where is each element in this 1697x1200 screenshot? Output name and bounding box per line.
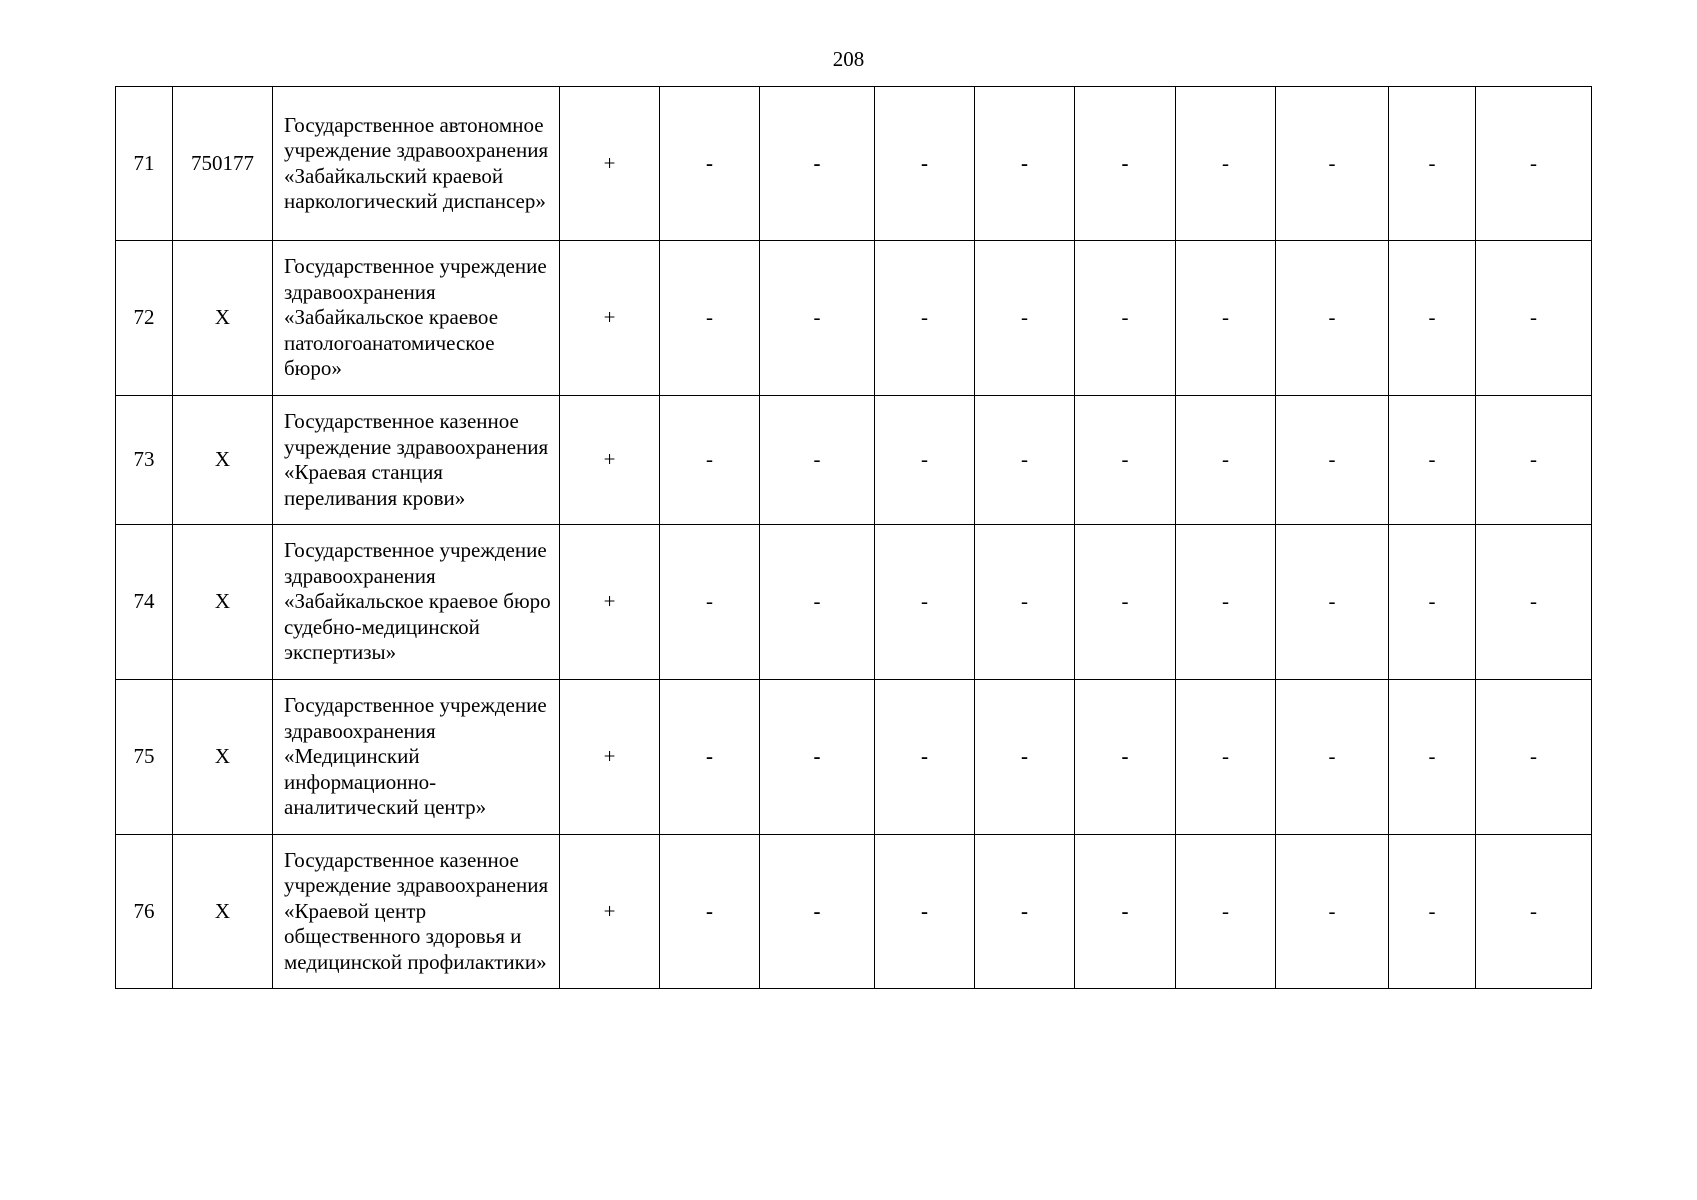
table-row [116, 87, 1592, 241]
table-cell: - [660, 835, 760, 989]
table-cell: - [1276, 680, 1389, 835]
table-cell: + [560, 396, 660, 525]
table-cell: - [760, 680, 875, 835]
table-row [116, 241, 1592, 396]
table-row [116, 396, 1592, 525]
table-cell: - [1276, 241, 1389, 396]
table-cell: - [975, 835, 1075, 989]
table-cell: - [1176, 835, 1276, 989]
institution-name: Государственное автономное учреждение здравоохранения «Забайкальский краевой наркологический диспансер» [273, 87, 560, 241]
table-cell: - [875, 835, 975, 989]
row-number: 73 [116, 396, 173, 525]
table-cell: - [660, 87, 760, 241]
table-cell: - [660, 525, 760, 680]
table-cell: - [1176, 396, 1276, 525]
table-cell: - [1476, 525, 1592, 680]
table-cell: - [875, 241, 975, 396]
table-cell: - [1176, 241, 1276, 396]
table-cell: - [660, 241, 760, 396]
table-cell: - [760, 241, 875, 396]
institution-code: X [173, 835, 273, 989]
table-cell: - [1075, 525, 1176, 680]
table-cell: - [1476, 835, 1592, 989]
table-cell: - [760, 87, 875, 241]
table-cell: + [560, 525, 660, 680]
table-cell: - [1176, 525, 1276, 680]
institution-code: X [173, 680, 273, 835]
row-number: 71 [116, 87, 173, 241]
table-row [116, 525, 1592, 680]
table-cell: + [560, 87, 660, 241]
institutions-table [115, 86, 1592, 989]
table-row [116, 835, 1592, 989]
table-cell: + [560, 241, 660, 396]
row-number: 76 [116, 835, 173, 989]
table-cell: + [560, 835, 660, 989]
table-cell: - [875, 680, 975, 835]
table-cell: - [760, 396, 875, 525]
table-cell: - [1075, 835, 1176, 989]
table-cell: - [1389, 680, 1476, 835]
institution-name: Государственное казенное учреждение здравоохранения «Краевая станция переливания крови» [273, 396, 560, 525]
table-cell: - [1389, 835, 1476, 989]
table-cell: - [975, 396, 1075, 525]
table-cell: - [1276, 835, 1389, 989]
table-cell: - [1176, 680, 1276, 835]
table-cell: - [975, 680, 1075, 835]
table-cell: - [760, 525, 875, 680]
table-cell: - [875, 396, 975, 525]
table-cell: - [1476, 241, 1592, 396]
table-cell: - [1276, 396, 1389, 525]
row-number: 74 [116, 525, 173, 680]
institution-name: Государственное учреждение здравоохранения «Забайкальское краевое бюро судебно-медицинской экспертизы» [273, 525, 560, 680]
table-cell: - [1075, 241, 1176, 396]
table-cell: - [1276, 525, 1389, 680]
table-cell: - [1075, 680, 1176, 835]
table-cell: - [760, 835, 875, 989]
row-number: 75 [116, 680, 173, 835]
table-cell: - [660, 396, 760, 525]
table-cell: - [1389, 241, 1476, 396]
institution-code: X [173, 241, 273, 396]
table-cell: - [1476, 680, 1592, 835]
table-cell: - [1476, 396, 1592, 525]
table-cell: - [1389, 525, 1476, 680]
table-cell: - [1075, 396, 1176, 525]
row-number: 72 [116, 241, 173, 396]
institution-code: X [173, 525, 273, 680]
table-cell: - [1389, 396, 1476, 525]
table-cell: - [975, 241, 1075, 396]
table-cell: - [1389, 87, 1476, 241]
table-row [116, 680, 1592, 835]
table-cell: - [875, 525, 975, 680]
table-cell: - [875, 87, 975, 241]
page-number: 208 [832, 47, 865, 71]
institution-name: Государственное учреждение здравоохранения «Забайкальское краевое патологоанатомическое бюро» [273, 241, 560, 396]
table-cell: - [1176, 87, 1276, 241]
institution-code: 750177 [173, 87, 273, 241]
table-cell: - [1276, 87, 1389, 241]
table-cell: - [1476, 87, 1592, 241]
table-cell: - [975, 87, 1075, 241]
table-cell: - [975, 525, 1075, 680]
institution-name: Государственное казенное учреждение здравоохранения «Краевой центр общественного здоровья и медицинской профилактики» [273, 835, 560, 989]
table-cell: + [560, 680, 660, 835]
institution-code: X [173, 396, 273, 525]
table-cell: - [1075, 87, 1176, 241]
institution-name: Государственное учреждение здравоохранения «Медицинский информационно-аналитический центр» [273, 680, 560, 835]
table-cell: - [660, 680, 760, 835]
